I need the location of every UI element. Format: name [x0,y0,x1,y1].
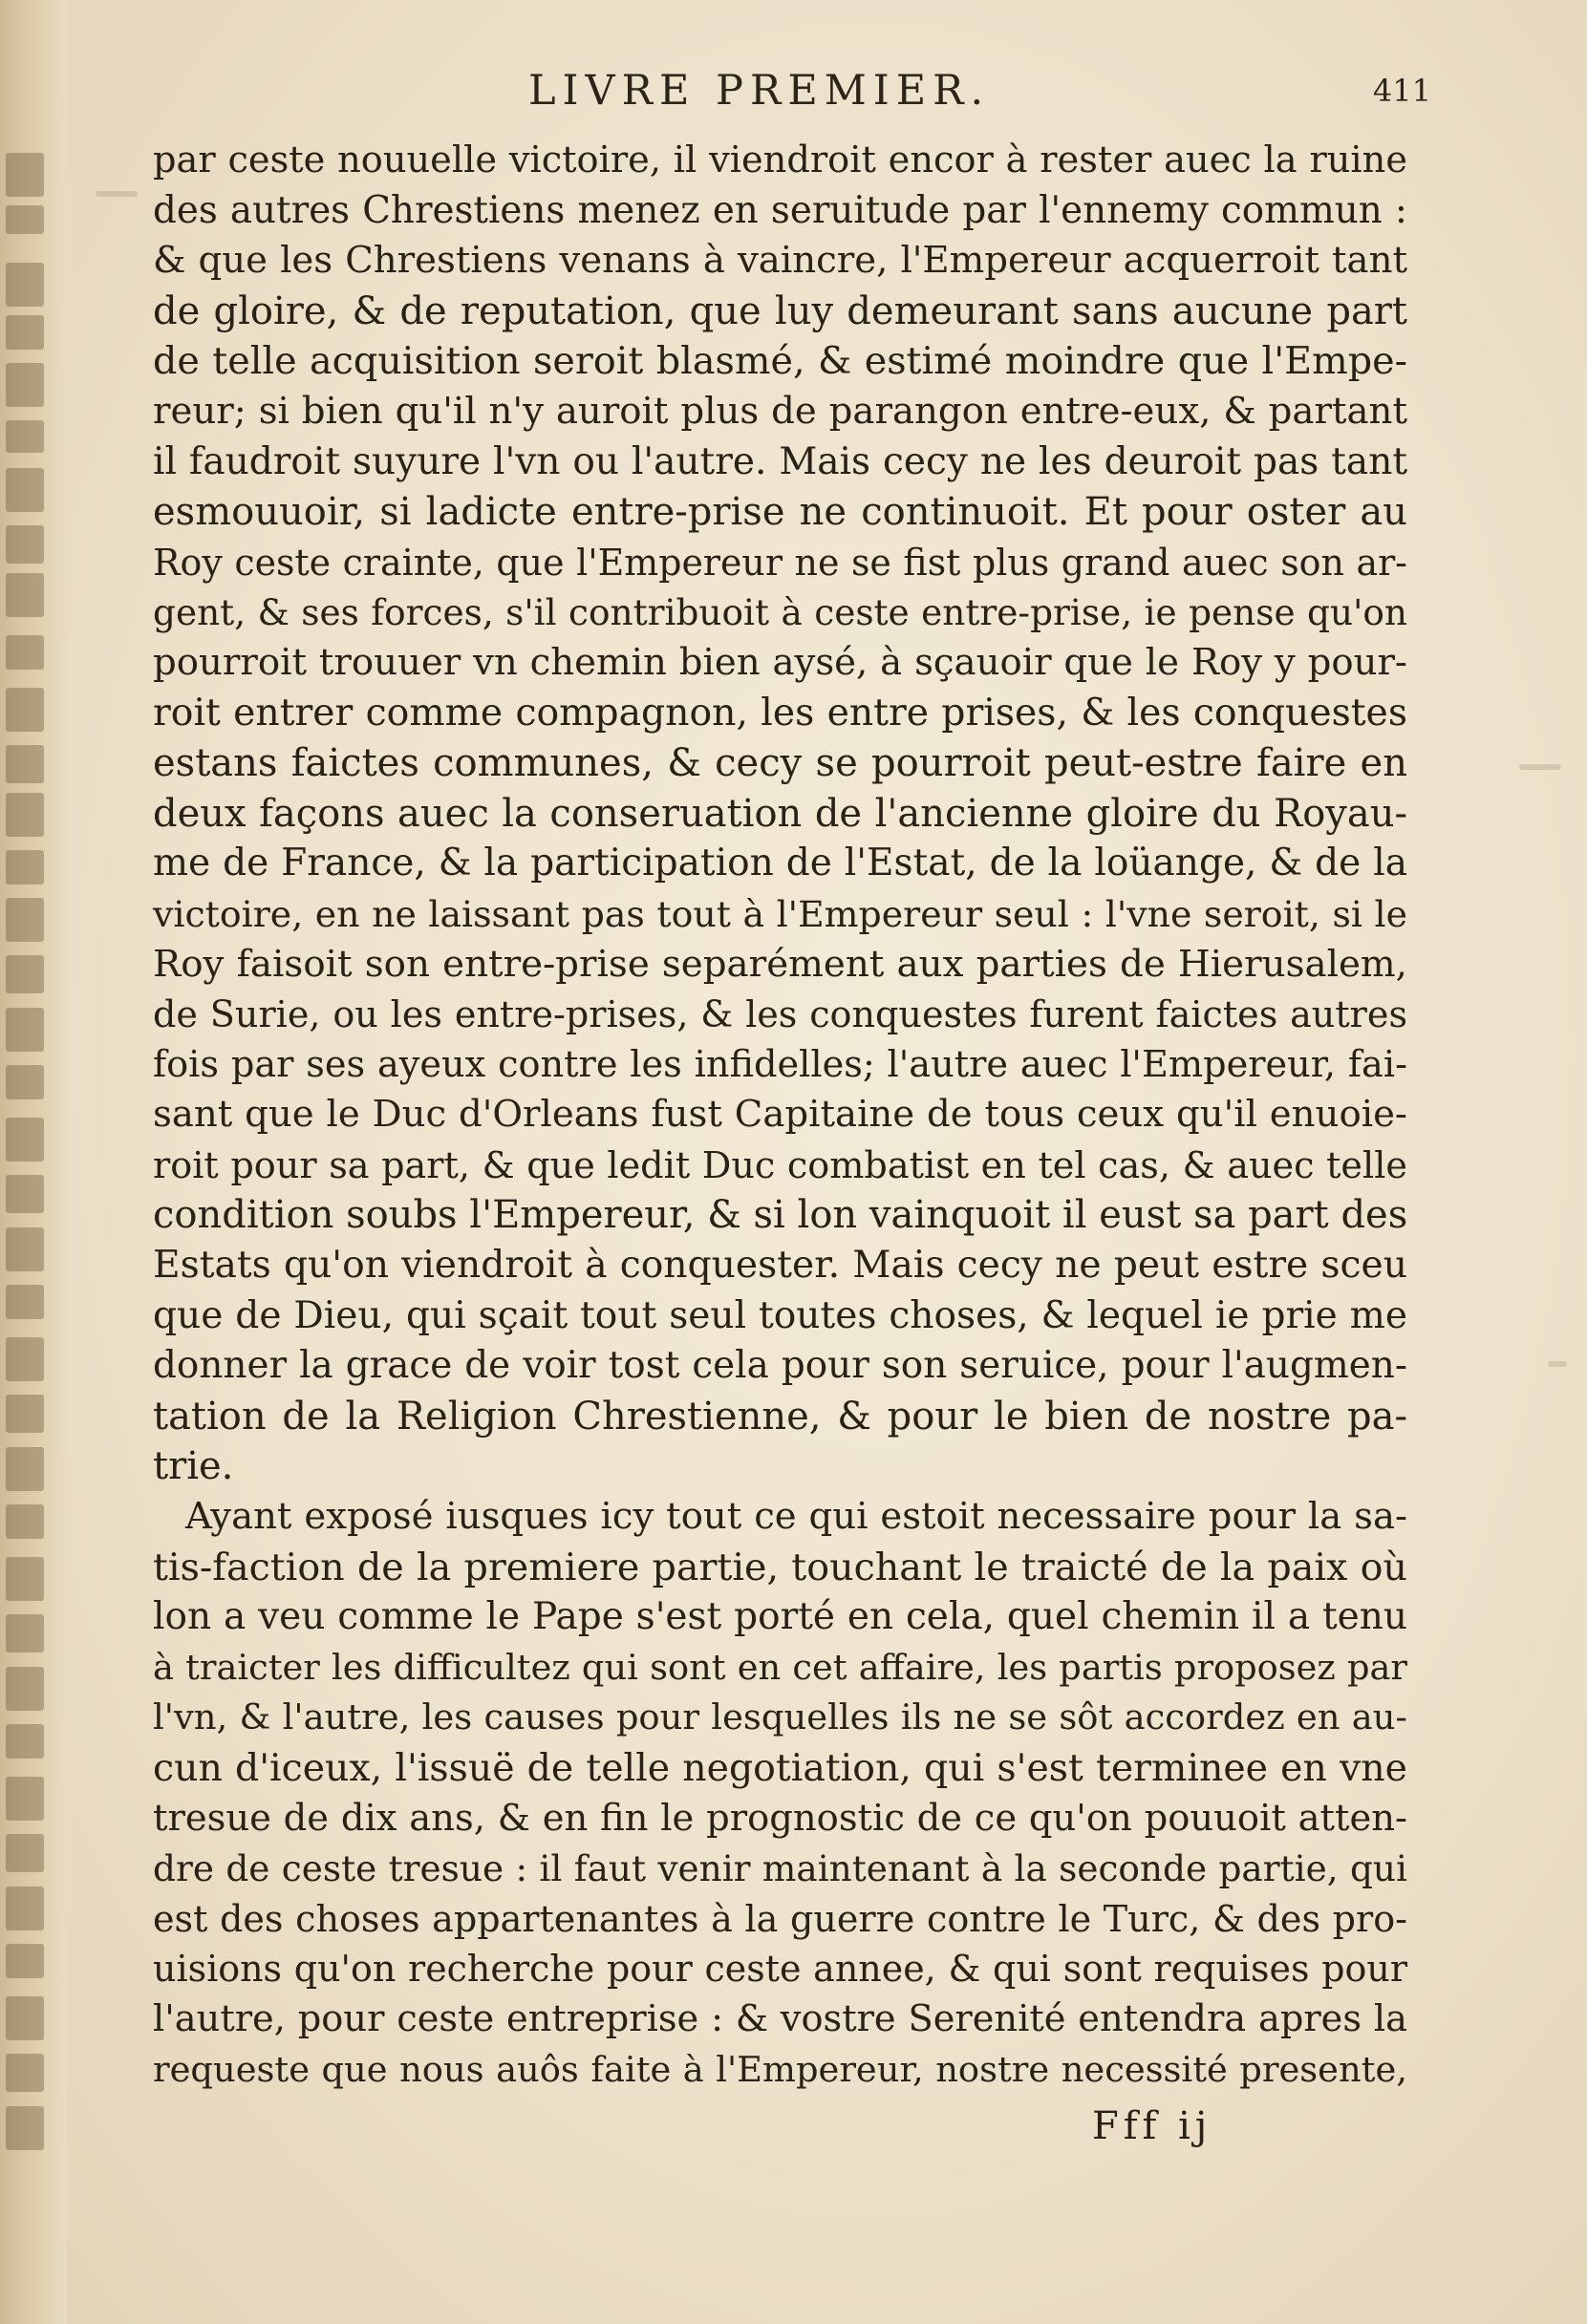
gutter-mark [6,745,44,783]
text-line: tresue de dix ans, & en fin le prognostic de ce qu'on pouuoit atten- [153,1796,1407,1840]
gutter-mark [6,1008,44,1052]
gutter-mark [6,688,44,732]
text-line: il faudroit suyure l'vn ou l'autre. Mais cecy ne les deuroit pas tant [153,439,1407,483]
text-line: tation de la Religion Chrestienne, & pour le bien de nostre pa- [153,1394,1407,1439]
gutter-mark [6,1504,44,1539]
text-line: condition soubs l'Empereur, & si lon vainquoit il eust sa part des [153,1193,1408,1238]
gutter-mark [6,955,44,993]
gutter-mark [6,793,44,837]
gutter-mark [6,1944,44,1978]
gutter-mark [6,850,44,885]
gutter-mark [6,1175,44,1213]
text-line: roit pour sa part, & que ledit Duc combatist en tel cas, & auec telle [153,1143,1407,1186]
gutter-mark [6,1118,44,1162]
page-header [153,59,1433,126]
text-line: cun d'iceux, l'issuë de telle negotiation, qui s'est terminee en vne [153,1746,1407,1790]
gutter-mark [6,468,44,512]
gutter-mark [6,1557,44,1601]
gutter-mark [6,1724,44,1759]
gutter-mark [6,1447,44,1491]
text-line: roit entrer comme compagnon, les entre prises, & les conquestes [153,691,1407,735]
gutter-mark [6,635,44,670]
gutter-mark [6,1996,44,2040]
gutter-mark [6,315,44,350]
text-line: de telle acquisition seroit blasmé, & estimé moindre que l'Empe- [153,339,1407,384]
text-line: trie. [153,1444,234,1489]
running-title: LIVRE PREMIER. [528,67,991,115]
text-line: esmouuoir, si ladicte entre-prise ne continuoit. Et pour oster au [153,490,1407,535]
facing-page-gutter [0,0,67,2324]
gutter-mark [6,1337,44,1381]
text-line: victoire, en ne laissant pas tout à l'Empereur seul : l'vne seroit, si le [153,892,1407,935]
text-line: Roy ceste crainte, que l'Empereur ne se fist plus grand auec son ar- [153,541,1407,584]
gutter-mark [6,1285,44,1319]
text-line: uisions qu'on recherche pour ceste annee, & qui sont requises pour [153,1948,1407,1991]
show-through-mark [96,191,138,197]
text-line: de gloire, & de reputation, que luy demeurant sans aucune part [153,288,1407,333]
gutter-mark [6,2106,44,2150]
gutter-mark [6,1887,44,1930]
text-line: des autres Chrestiens menez en seruitude par l'ennemy commun : [153,188,1407,232]
text-line: à traicter les difficultez qui sont en cet affaire, les partis proposez par [153,1646,1407,1688]
gutter-mark [6,1777,44,1821]
page-number: 411 [1372,73,1431,109]
text-line: que de Dieu, qui sçait tout seul toutes choses, & lequel ie prie me [153,1293,1407,1337]
text-line: me de France, & la participation de l'Estat, de la loüange, & de la [153,842,1407,885]
text-line: estans faictes communes, & cecy se pourroit peut-estre faire en [153,741,1407,786]
text-line: requeste que nous auôs faite à l'Empereur, nostre necessité presente, [153,2048,1407,2090]
gutter-mark [6,363,44,407]
text-line: Estats qu'on viendroit à conquester. Mais cecy ne peut estre sceu [153,1244,1407,1288]
text-line: fois par ses ayeux contre les infidelles; l'autre auec l'Empereur, fai- [153,1042,1407,1086]
text-line: de Surie, ou les entre-prises, & les conquestes furent faictes autres [153,993,1407,1036]
text-line: l'vn, & l'autre, les causes pour lesquelles ils ne se sôt accordez en au- [153,1696,1407,1738]
text-line: lon a veu comme le Pape s'est porté en cela, quel chemin il a tenu [153,1595,1407,1639]
text-line: l'autre, pour ceste entreprise : & vostre Serenité entendra apres la [153,1996,1407,2040]
gutter-mark [6,263,44,307]
text-line: gent, & ses forces, s'il contribuoit à ceste entre-prise, ie pense qu'on [153,591,1407,634]
text-line: deux façons auec la conseruation de l'ancienne gloire du Royau- [153,791,1407,836]
gutter-mark [6,153,44,197]
show-through-mark [1548,1361,1567,1367]
gutter-mark [6,1065,44,1099]
text-line: pourroit trouuer vn chemin bien aysé, à sçauoir que le Roy y pour- [153,640,1407,684]
body-text [153,136,1407,2095]
text-line: donner la grace de voir tost cela pour son seruice, pour l'augmen- [153,1344,1407,1388]
show-through-mark [1519,764,1561,770]
gutter-mark [6,2054,44,2092]
text-line: Roy faisoit son entre-prise separément aux parties de Hierusalem, [153,942,1407,986]
text-line: est des choses appartenantes à la guerre contre le Turc, & des pro- [153,1897,1407,1940]
gutter-mark [6,420,44,453]
text-line: & que les Chrestiens venans à vaincre, l'Empereur acquerroit tant [153,239,1407,283]
gutter-mark [6,1614,44,1652]
gutter-mark [6,1667,44,1711]
signature-mark: Fff ij [1092,2104,1212,2148]
text-line: dre de ceste tresue : il faut venir maintenant à la seconde partie, qui [153,1847,1407,1890]
gutter-mark [6,898,44,942]
gutter-mark [6,573,44,617]
gutter-mark [6,205,44,234]
gutter-mark [6,1227,44,1271]
text-line: sant que le Duc d'Orleans fust Capitaine de tous ceux qu'il enuoie- [153,1093,1407,1137]
text-line: reur; si bien qu'il n'y auroit plus de parangon entre-eux, & partant [153,389,1407,433]
gutter-mark [6,1395,44,1433]
gutter-mark [6,1834,44,1872]
gutter-mark [6,525,44,564]
text-line: tis-faction de la premiere partie, touchant le traicté de la paix où [153,1545,1407,1589]
paragraph-first-line: Ayant exposé iusques icy tout ce qui estoit necessaire pour la sa- [185,1495,1407,1539]
text-line: par ceste nouuelle victoire, il viendroit encor à rester auec la ruine [153,139,1407,181]
